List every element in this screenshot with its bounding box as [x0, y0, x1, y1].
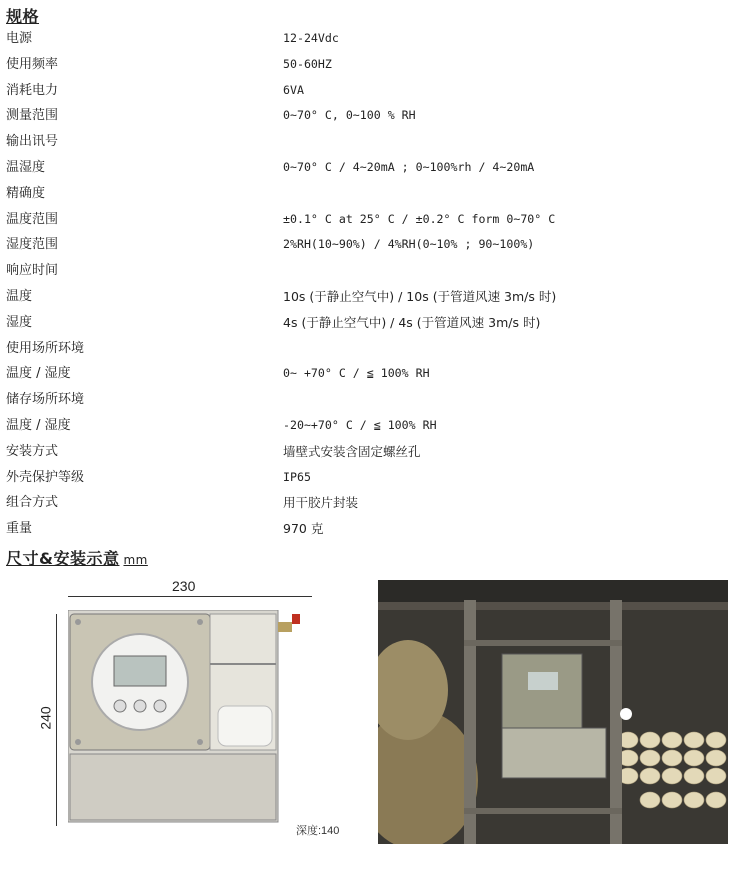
dimension-title-text: 尺寸&安装示意: [6, 549, 120, 568]
spec-label: 使用场所环境: [6, 340, 85, 356]
spec-label: 储存场所环境: [6, 392, 85, 408]
spec-row: [0, 26, 747, 52]
spec-value: 12-24Vdc: [283, 31, 339, 45]
spec-value: 50-60HZ: [283, 56, 332, 71]
spec-value: IP65: [283, 469, 311, 484]
spec-row: [0, 78, 747, 104]
spec-label: 输出讯号: [6, 134, 59, 150]
dimension-diagram: [37, 578, 350, 838]
spec-row: [0, 207, 747, 233]
width-line: [68, 596, 312, 597]
dimension-title: [6, 546, 148, 569]
depth-label: 深度:140: [296, 825, 340, 837]
spec-value: 墙壁式安装含固定螺丝孔: [283, 443, 421, 459]
spec-value: 用干胶片封装: [283, 495, 359, 511]
spec-label: 外壳保护等级: [6, 469, 85, 485]
spec-value: 4s (于静止空气中) / 4s (于管道风速 3m/s 时): [283, 314, 541, 330]
installation-photo-drawing: [378, 580, 728, 844]
spec-label: 湿度范围: [6, 237, 59, 253]
spec-value: 2%RH(10~90%) / 4%RH(0~10% ; 90~100%): [283, 237, 535, 252]
spec-row: [0, 284, 747, 310]
spec-table: [0, 26, 747, 542]
spec-label: 温湿度: [6, 159, 46, 175]
spec-label: 消耗电力: [6, 82, 59, 98]
spec-title: 规格: [6, 7, 40, 26]
width-label: 230: [172, 578, 196, 594]
spec-row: [0, 155, 747, 181]
spec-label: 精确度: [6, 185, 46, 201]
spec-row: [0, 516, 747, 542]
spec-label: 安装方式: [6, 443, 59, 459]
height-label: 240: [37, 706, 54, 730]
spec-value: 970 克: [283, 521, 324, 537]
height-line: [56, 614, 57, 826]
height-dimension: [37, 614, 60, 826]
spec-label: 使用频率: [6, 56, 59, 72]
spec-value: 0~70° C / 4~20mA ; 0~100%rh / 4~20mA: [283, 159, 535, 174]
spec-row: [0, 52, 747, 78]
spec-value: -20~+70° C / ≦ 100% RH: [283, 417, 437, 432]
spec-row: [0, 490, 747, 516]
spec-row: [0, 310, 747, 336]
spec-label: 温度 / 湿度: [6, 366, 71, 382]
dimension-unit: mm: [123, 553, 148, 567]
installation-photo: [378, 580, 728, 844]
spec-row: [0, 181, 747, 207]
spec-label: 测量范围: [6, 108, 59, 124]
spec-row: [0, 439, 747, 465]
spec-label: 重量: [6, 521, 33, 537]
spec-row: [0, 103, 747, 129]
width-dimension: [68, 580, 312, 600]
spec-label: 温度: [6, 288, 33, 304]
spec-label: 响应时间: [6, 263, 59, 279]
spec-row: [0, 387, 747, 413]
spec-row: [0, 129, 747, 155]
spec-row: [0, 336, 747, 362]
spec-value: ±0.1° C at 25° C / ±0.2° C form 0~70° C: [283, 211, 556, 226]
spec-row: [0, 465, 747, 491]
spec-value: 0~ +70° C / ≦ 100% RH: [283, 366, 430, 381]
spec-row: [0, 258, 747, 284]
device-drawing: [68, 610, 314, 828]
spec-label: 湿度: [6, 314, 33, 330]
spec-value: 6VA: [283, 82, 304, 97]
spec-value: 10s (于静止空气中) / 10s (于管道风速 3m/s 时): [283, 288, 557, 304]
spec-row: [0, 413, 747, 439]
spec-label: 温度 / 湿度: [6, 417, 71, 433]
spec-row: [0, 232, 747, 258]
spec-label: 温度范围: [6, 211, 59, 227]
spec-label: 电源: [6, 31, 33, 46]
spec-row: [0, 361, 747, 387]
spec-value: 0~70° C, 0~100 % RH: [283, 108, 416, 123]
spec-label: 组合方式: [6, 495, 59, 511]
